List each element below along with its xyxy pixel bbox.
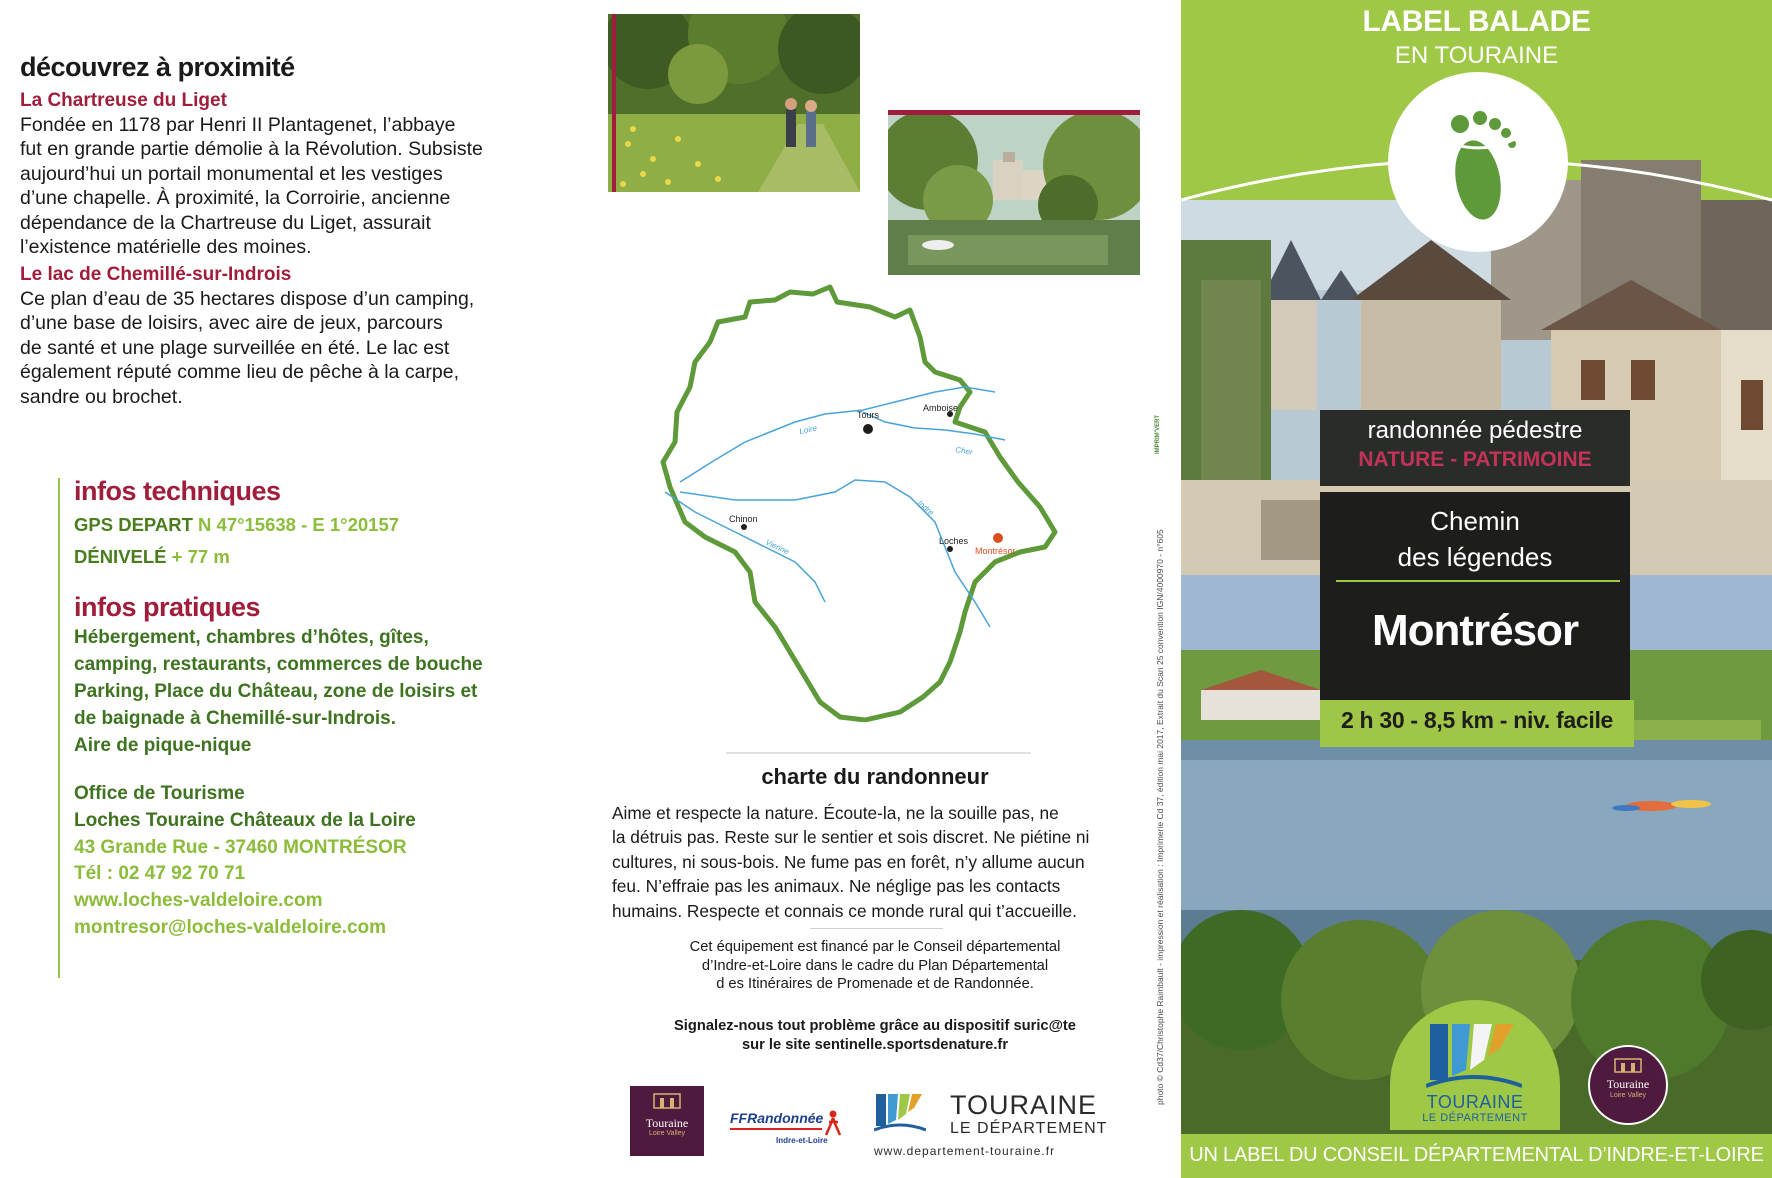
lac-title: Le lac de Chemillé-sur-Indrois	[20, 264, 292, 285]
river-vienne	[665, 492, 825, 602]
label-vienne: Vienne	[764, 537, 791, 557]
text-line: feu. N’effraie pas les animaux. Ne néglige pas les contacts	[612, 876, 1061, 897]
department-emblem-icon	[874, 1090, 926, 1134]
footprint-ring	[1390, 70, 1566, 246]
label-chinon: Chinon	[729, 514, 758, 524]
text-line: Aire de pique-nique	[74, 735, 252, 756]
text-line: d es Itinéraires de Promenade et de Randonnée.	[716, 976, 1034, 993]
touraine-loire-valley-logo	[630, 1086, 704, 1156]
office-address: 43 Grande Rue - 37460 MONTRÉSOR	[74, 836, 407, 858]
label-amboise: Amboise	[923, 403, 959, 413]
text-line: Aime et respecte la nature. Écoute-la, ne la souille pas, ne	[612, 803, 1059, 823]
label-loches: Loches	[939, 536, 969, 546]
label-loire: Loire	[798, 423, 818, 436]
finance-divider	[810, 928, 943, 929]
department-map	[655, 282, 1075, 722]
text-line: aujourd’hui un portail monumental et les vestiges	[20, 162, 443, 185]
text-line: la détruis pas. Reste sur le sentier et sois discret. Ne piétine ni	[612, 827, 1090, 848]
footer-text: UN LABEL DU CONSEIL DÉPARTEMENTAL D’INDRE-ET-LOIRE	[1189, 1144, 1764, 1166]
green-divider	[58, 478, 60, 978]
text-line: Parking, Place du Château, zone de loisirs et	[74, 681, 478, 702]
badge-loire-valley-text: Loire Valley	[1609, 1092, 1647, 1099]
text-line: cultures, ni sous-bois. Ne fume pas en forêt, n’y allume aucun	[612, 851, 1085, 872]
charte-title: charte du randonneur	[761, 764, 989, 789]
discover-heading: découvrez à proximité	[20, 52, 295, 82]
marker-loches	[947, 546, 953, 552]
dept-badge-title: TOURAINE	[1426, 1092, 1524, 1112]
text-line: Signalez-nous tout problème grâce au dispositif suric@te	[674, 1018, 1076, 1034]
ffr-underline	[730, 1128, 822, 1130]
label-indre: Indre	[915, 498, 936, 518]
office-email-link[interactable]: montresor@loches-valdeloire.com	[74, 916, 387, 938]
department-outline	[663, 287, 1055, 720]
walk-title	[1320, 503, 1630, 575]
river-loire	[680, 387, 995, 482]
photo-walkers	[608, 14, 860, 192]
text-line: fut en grande partie démolie à la Révolution. Subsiste	[20, 138, 483, 161]
office-label: Office de Tourisme	[74, 783, 245, 804]
office-phone[interactable]: Tél : 02 47 92 70 71	[74, 863, 246, 885]
dept-logo-url[interactable]: www.departement-touraine.fr	[874, 1144, 1056, 1158]
logo-touraine-text: Touraine	[645, 1116, 689, 1130]
imprim-vert-badge	[1153, 384, 1169, 454]
text-line: Fondée en 1178 par Henri II Plantagenet, l’abbaye	[20, 114, 456, 136]
charte-divider	[726, 752, 1031, 754]
nature-patrimoine: NATURE - PATRIMOINE	[1358, 448, 1592, 471]
dept-logo-title: TOURAINE	[950, 1090, 1098, 1120]
denivele-label: DÉNIVELÉ	[74, 546, 167, 567]
label-tours: Tours	[857, 410, 880, 420]
infos-pratiques-text	[74, 624, 514, 759]
title-divider	[1336, 580, 1620, 582]
text-line[interactable]: sur le site sentinelle.sportsdenature.fr	[741, 1037, 1009, 1053]
photo-chateau-image	[888, 110, 1140, 275]
hiker-icon	[822, 1110, 844, 1136]
text-line: d’Indre-et-Loire dans le cadre du Plan Départemental	[701, 957, 1049, 974]
text-line: Hébergement, chambres d’hôtes, gîtes,	[74, 627, 429, 648]
duration-text: 2 h 30 - 8,5 km - niv. facile	[1340, 707, 1614, 733]
office-name: Loches Touraine Châteaux de la Loire	[74, 809, 416, 831]
signal-text	[612, 1017, 1138, 1055]
imprim-vert-text: IMPRIM'VERT	[1155, 414, 1161, 454]
finance-text	[612, 938, 1138, 994]
loire-valley-badge	[1588, 1045, 1668, 1125]
river-indre	[680, 480, 990, 627]
dept-badge-sub: LE DÉPARTEMENT	[1422, 1112, 1528, 1124]
lac-text	[20, 287, 560, 409]
text-line: sandre ou brochet.	[20, 385, 183, 408]
text-line: l’existence matérielle des moines.	[20, 236, 312, 259]
photo-walkers-image	[608, 14, 860, 192]
text-line: dépendance de la Chartreuse du Liget, assurait	[20, 211, 431, 234]
label-title: LABEL BALADE	[1362, 5, 1591, 38]
ffr-sub: Indre-et-Loire	[776, 1136, 828, 1145]
walk-title-line2: des légendes	[1397, 542, 1553, 572]
rando-text: randonnée pédestre	[1367, 417, 1583, 444]
denivele-line	[74, 546, 230, 568]
chartreuse-text	[20, 113, 560, 259]
gps-label: GPS DEPART	[74, 514, 193, 535]
badge-castle-icon	[1614, 1057, 1642, 1073]
dept-badge-emblem-icon	[1426, 1018, 1522, 1090]
charte-text	[612, 801, 1138, 923]
infos-techniques-heading: infos techniques	[74, 476, 281, 506]
infos-pratiques-heading: infos pratiques	[74, 592, 261, 622]
credit-text: photo © Cd37/Christophe Raimbault - impression et réalisation : Imprimerie Cd 37, édition mai 2017, Extrait du Scan 25 convention IGN/4000970 - n°605	[1155, 529, 1165, 1105]
logo-loire-valley-text: Loire Valley	[648, 1130, 686, 1137]
departement-touraine-logo	[874, 1090, 1114, 1156]
text-line: de baignade à Chemillé-sur-Indrois.	[74, 708, 397, 729]
contact-block	[74, 781, 534, 942]
text-line: de santé et une plage surveillée en été. Le lac est	[20, 336, 450, 359]
ffr-text: FFRandonnée	[730, 1110, 824, 1126]
vertical-credit	[1155, 375, 1173, 1105]
label-montresor: Montrésor	[975, 546, 1016, 556]
chartreuse-title: La Chartreuse du Liget	[20, 90, 227, 111]
office-website-link[interactable]: www.loches-valdeloire.com	[74, 890, 323, 912]
walk-title-line1: Chemin	[1430, 506, 1520, 536]
text-line: d’une base de loisirs, avec aire de jeux, parcours	[20, 312, 443, 335]
label-subtitle: EN TOURAINE	[1394, 42, 1559, 69]
label-cher: Cher	[954, 445, 974, 457]
photo-chateau	[888, 110, 1140, 275]
marker-tours	[863, 424, 873, 434]
river-cher	[863, 412, 1005, 440]
denivele-value: + 77 m	[171, 546, 230, 567]
place-name: Montrésor	[1371, 606, 1579, 655]
dept-logo-sub: LE DÉPARTEMENT	[950, 1120, 1108, 1137]
gps-line	[74, 514, 399, 536]
marker-montresor	[993, 533, 1003, 543]
text-line: Cet équipement est financé par le Conseil départemental	[689, 939, 1061, 955]
gps-value: N 47°15638 - E 1°20157	[198, 514, 400, 535]
text-line: camping, restaurants, commerces de bouche	[74, 654, 483, 675]
marker-chinon	[741, 524, 747, 530]
text-line: également réputé comme lieu de pêche à la carpe,	[20, 361, 460, 384]
text-line: d’une chapelle. À proximité, la Corroirie, ancienne	[20, 187, 451, 210]
badge-touraine-text: Touraine	[1606, 1077, 1650, 1091]
text-line: Ce plan d’eau de 35 hectares dispose d’un camping,	[20, 288, 475, 310]
text-line: humains. Respecte et connais ce monde rural qui t’accueille.	[612, 900, 1077, 921]
